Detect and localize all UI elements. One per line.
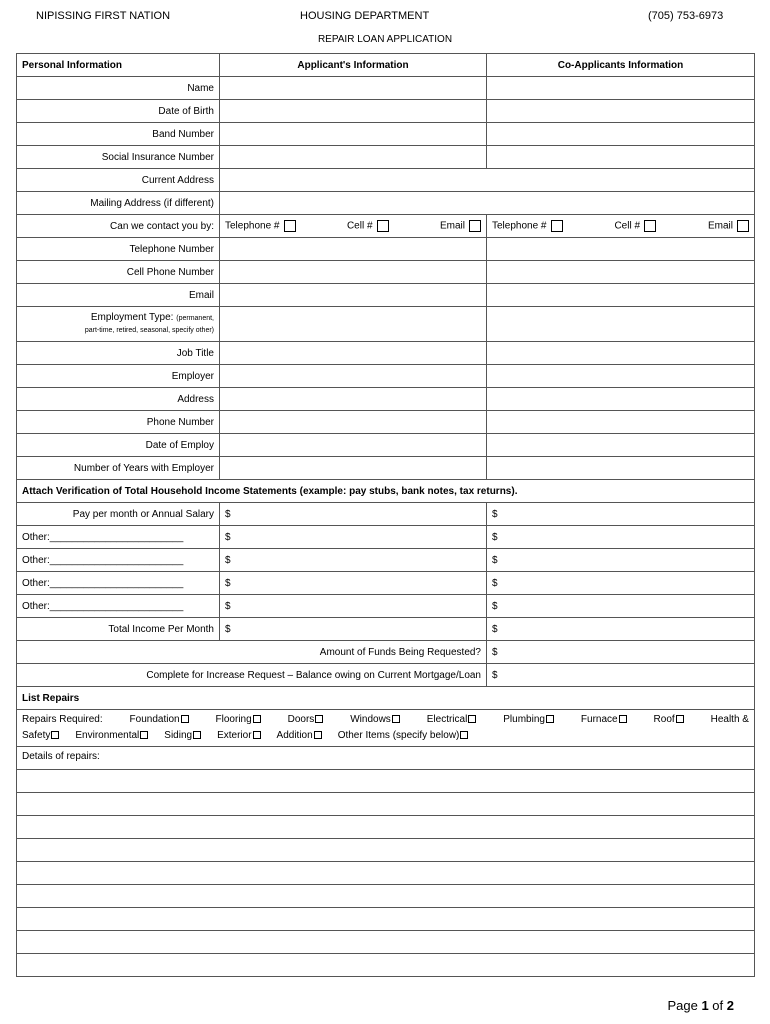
applicant-cell-checkbox[interactable] (377, 220, 389, 232)
repair-option-label: Addition (276, 730, 313, 741)
coapplicant-email-option (708, 220, 749, 232)
coapplicant-telephone-checkbox[interactable] (551, 220, 563, 232)
repair-checkbox[interactable] (546, 715, 554, 723)
coapplicant-employer-address-field[interactable] (487, 388, 755, 411)
applicant-employer-address-field[interactable] (220, 388, 487, 411)
repair-option-label: Windows (350, 714, 391, 725)
income-heading: Attach Verification of Total Household Income Statements (example: pay stubs, bank notes, tax returns). (17, 480, 755, 503)
current-address-row (17, 169, 755, 192)
repair-option-exterior[interactable] (217, 728, 260, 744)
other-income-label[interactable]: Other:________________________ (17, 526, 220, 549)
job-title-row (17, 342, 755, 365)
other-income-label[interactable]: Other:________________________ (17, 595, 220, 618)
repair-option-windows[interactable] (350, 712, 400, 728)
applicant-dob-field[interactable] (220, 100, 487, 123)
applicant-telephone-option (225, 220, 296, 232)
mailing-address-label: Mailing Address (if different) (17, 192, 220, 215)
page-word: Page (667, 998, 698, 1013)
funds-requested-row (17, 641, 755, 664)
page-current: 1 (701, 998, 709, 1013)
mortgage-balance-label: Complete for Increase Request – Balance owing on Current Mortgage/Loan (17, 664, 487, 687)
applicant-email-field[interactable] (220, 284, 487, 307)
coapplicant-salary-field[interactable]: $ (487, 503, 755, 526)
email-option-label: Email (707, 220, 733, 232)
repair-option-addition[interactable] (277, 728, 322, 744)
details-line-field[interactable] (17, 954, 755, 977)
applicant-employment-type-field[interactable] (220, 307, 487, 342)
employment-type-row (17, 307, 755, 342)
form-title: REPAIR LOAN APPLICATION (317, 34, 453, 45)
repair-checkbox[interactable] (253, 731, 261, 739)
details-line (17, 862, 755, 885)
repair-option-environmental[interactable] (75, 728, 148, 744)
details-line-field[interactable] (17, 885, 755, 908)
sin-label: Social Insurance Number (17, 146, 220, 169)
details-line (17, 816, 755, 839)
funds-requested-field[interactable]: $ (487, 641, 755, 664)
mortgage-balance-field[interactable]: $ (487, 664, 755, 687)
repair-checkbox[interactable] (468, 715, 476, 723)
applicant-total-income-field[interactable]: $ (220, 618, 487, 641)
applicant-cell-field[interactable] (220, 261, 487, 284)
funds-requested-label: Amount of Funds Being Requested? (17, 641, 487, 664)
details-line-field[interactable] (17, 816, 755, 839)
other-income-row (17, 572, 755, 595)
org-name: NIPISSING FIRST NATION (36, 10, 171, 22)
employment-type-label (17, 307, 220, 342)
band-label: Band Number (17, 123, 220, 146)
coapplicant-email-field[interactable] (487, 284, 755, 307)
repair-option-plumbing[interactable] (503, 712, 554, 728)
other-income-row (17, 526, 755, 549)
applicant-other-income-field[interactable]: $ (220, 572, 487, 595)
department-name: HOUSING DEPARTMENT (300, 10, 430, 22)
mailing-address-field[interactable] (220, 192, 755, 215)
details-line (17, 793, 755, 816)
mortgage-balance-row (17, 664, 755, 687)
applicant-years-field[interactable] (220, 457, 487, 480)
repair-option-furnace[interactable] (581, 712, 627, 728)
repair-option-other[interactable] (338, 728, 469, 744)
page-total: 2 (726, 998, 734, 1013)
date-of-employ-row (17, 434, 755, 457)
repairs-heading-row (17, 687, 755, 710)
repair-option-label: Roof (653, 714, 675, 725)
details-line-field[interactable] (17, 931, 755, 954)
repairs-line-2 (22, 728, 749, 744)
repair-option-foundation[interactable] (130, 712, 189, 728)
employer-phone-row (17, 411, 755, 434)
email-option-label: Email (439, 220, 465, 232)
applicant-employer-field[interactable] (220, 365, 487, 388)
application-form (16, 53, 755, 977)
telephone-number-row (17, 238, 755, 261)
repair-option-label: Other Items (specify below) (337, 730, 460, 741)
coapplicant-other-income-field[interactable]: $ (487, 549, 755, 572)
coapplicant-contact-options (487, 215, 755, 238)
coapplicant-other-income-field[interactable]: $ (487, 572, 755, 595)
coapplicant-employer-phone-field[interactable] (487, 411, 755, 434)
applicant-salary-field[interactable]: $ (220, 503, 487, 526)
coapplicant-employer-field[interactable] (487, 365, 755, 388)
total-income-row (17, 618, 755, 641)
details-line (17, 839, 755, 862)
date-of-employ-label: Date of Employ (17, 434, 220, 457)
applicant-band-field[interactable] (220, 123, 487, 146)
repair-option-label: Siding (164, 730, 193, 741)
employer-address-row (17, 388, 755, 411)
of-word: of (712, 998, 724, 1013)
coapplicant-cell-checkbox[interactable] (644, 220, 656, 232)
coapplicant-job-title-field[interactable] (487, 342, 755, 365)
coapplicant-employment-type-field[interactable] (487, 307, 755, 342)
details-line-field[interactable] (17, 908, 755, 931)
details-line (17, 770, 755, 793)
details-line-field[interactable] (17, 839, 755, 862)
coapplicant-date-of-employ-field[interactable] (487, 434, 755, 457)
dob-row (17, 100, 755, 123)
cell-number-row (17, 261, 755, 284)
details-line (17, 954, 755, 977)
repair-option-label: Exterior (217, 730, 252, 741)
coapplicant-header: Co-Applicants Information (487, 54, 755, 77)
details-label-row (17, 747, 755, 770)
mailing-address-row (17, 192, 755, 215)
applicant-telephone-checkbox[interactable] (284, 220, 296, 232)
coapplicant-years-field[interactable] (487, 457, 755, 480)
repair-checkbox[interactable] (253, 715, 261, 723)
applicant-other-income-field[interactable]: $ (220, 549, 487, 572)
coapplicant-band-field[interactable] (487, 123, 755, 146)
details-label: Details of repairs: (17, 747, 755, 770)
employer-address-label: Address (17, 388, 220, 411)
repair-option-label: Environmental (75, 730, 140, 741)
cell-option-label: Cell # (614, 220, 641, 232)
repair-option-label: Doors (287, 714, 315, 725)
details-line-field[interactable] (17, 862, 755, 885)
repair-option-electrical[interactable] (427, 712, 477, 728)
coapplicant-other-income-field[interactable]: $ (487, 595, 755, 618)
email-row (17, 284, 755, 307)
applicant-employer-phone-field[interactable] (220, 411, 487, 434)
applicant-other-income-field[interactable]: $ (220, 526, 487, 549)
coapplicant-total-income-field[interactable]: $ (487, 618, 755, 641)
telephone-number-label: Telephone Number (17, 238, 220, 261)
applicant-header: Applicant's Information (220, 54, 487, 77)
years-with-employer-label: Number of Years with Employer (17, 457, 220, 480)
applicant-date-of-employ-field[interactable] (220, 434, 487, 457)
repair-option-label: Flooring (215, 714, 252, 725)
page-indicator (667, 998, 734, 1013)
applicant-contact-options (220, 215, 487, 238)
other-income-label[interactable]: Other:________________________ (17, 572, 220, 595)
coapplicant-sin-field[interactable] (487, 146, 755, 169)
coapplicant-dob-field[interactable] (487, 100, 755, 123)
applicant-cell-option (347, 220, 389, 232)
job-title-label: Job Title (17, 342, 220, 365)
coapplicant-cell-option (614, 220, 656, 232)
years-with-employer-row (17, 457, 755, 480)
coapplicant-cell-field[interactable] (487, 261, 755, 284)
telephone-option-label: Telephone # (225, 220, 280, 232)
dob-label: Date of Birth (17, 100, 220, 123)
repair-checkbox[interactable] (181, 715, 189, 723)
other-income-label[interactable]: Other:________________________ (17, 549, 220, 572)
cell-number-label: Cell Phone Number (17, 261, 220, 284)
repair-checkbox[interactable] (676, 715, 684, 723)
cell-option-label: Cell # (346, 220, 373, 232)
personal-info-header: Personal Information (17, 54, 220, 77)
current-address-field[interactable] (220, 169, 755, 192)
column-header-row (17, 54, 755, 77)
repair-option-label: Safety (22, 730, 51, 741)
contact-row (17, 215, 755, 238)
repairs-required-row (17, 710, 755, 747)
repair-option-flooring[interactable] (216, 712, 261, 728)
repair-checkbox[interactable] (314, 731, 322, 739)
salary-label: Pay per month or Annual Salary (17, 503, 220, 526)
repair-option-siding[interactable] (164, 728, 201, 744)
coapplicant-other-income-field[interactable]: $ (487, 526, 755, 549)
employer-phone-label: Phone Number (17, 411, 220, 434)
repair-checkbox[interactable] (392, 715, 400, 723)
employment-type-note-2: part-time, retired, seasonal, specify other) (84, 327, 214, 334)
repair-option-roof[interactable] (654, 712, 684, 728)
employer-row (17, 365, 755, 388)
repair-checkbox[interactable] (140, 731, 148, 739)
repair-option-health-label: Health & (710, 714, 749, 725)
income-heading-row (17, 480, 755, 503)
repair-checkbox[interactable] (315, 715, 323, 723)
band-row (17, 123, 755, 146)
total-income-label: Total Income Per Month (17, 618, 220, 641)
applicant-email-checkbox[interactable] (469, 220, 481, 232)
email-label: Email (17, 284, 220, 307)
repairs-heading: List Repairs (17, 687, 755, 710)
repair-option-label: Furnace (580, 714, 618, 725)
applicant-job-title-field[interactable] (220, 342, 487, 365)
applicant-telephone-field[interactable] (220, 238, 487, 261)
telephone-option-label: Telephone # (492, 220, 547, 232)
salary-row (17, 503, 755, 526)
details-line (17, 885, 755, 908)
details-line-field[interactable] (17, 770, 755, 793)
coapplicant-email-checkbox[interactable] (737, 220, 749, 232)
applicant-sin-field[interactable] (220, 146, 487, 169)
repairs-required-label: Repairs Required: (22, 714, 103, 725)
repair-option-label: Plumbing (503, 714, 545, 725)
repair-option-label: Electrical (426, 714, 468, 725)
repair-checkbox[interactable] (51, 731, 59, 739)
employer-label: Employer (17, 365, 220, 388)
repair-option-safety[interactable] (22, 728, 59, 744)
employment-type-note-1: (permanent, (176, 315, 214, 322)
repair-checkbox[interactable] (193, 731, 201, 739)
repairs-line-1 (22, 712, 749, 728)
sin-row (17, 146, 755, 169)
employment-type-title: Employment Type: (90, 312, 174, 323)
details-line-field[interactable] (17, 793, 755, 816)
office-phone: (705) 753-6973 (648, 10, 724, 22)
other-income-row (17, 595, 755, 618)
repair-option-label: Foundation (129, 714, 180, 725)
repairs-required-cell (17, 710, 755, 747)
applicant-name-field[interactable] (220, 77, 487, 100)
applicant-other-income-field[interactable]: $ (220, 595, 487, 618)
contact-label: Can we contact you by: (17, 215, 220, 238)
applicant-email-option (440, 220, 481, 232)
coapplicant-telephone-option (492, 220, 563, 232)
repair-option-doors[interactable] (288, 712, 324, 728)
current-address-label: Current Address (17, 169, 220, 192)
coapplicant-name-field[interactable] (487, 77, 755, 100)
repair-checkbox[interactable] (619, 715, 627, 723)
name-label: Name (17, 77, 220, 100)
details-line (17, 931, 755, 954)
other-income-row (17, 549, 755, 572)
coapplicant-telephone-field[interactable] (487, 238, 755, 261)
details-line (17, 908, 755, 931)
name-row (17, 77, 755, 100)
repair-checkbox[interactable] (460, 731, 468, 739)
